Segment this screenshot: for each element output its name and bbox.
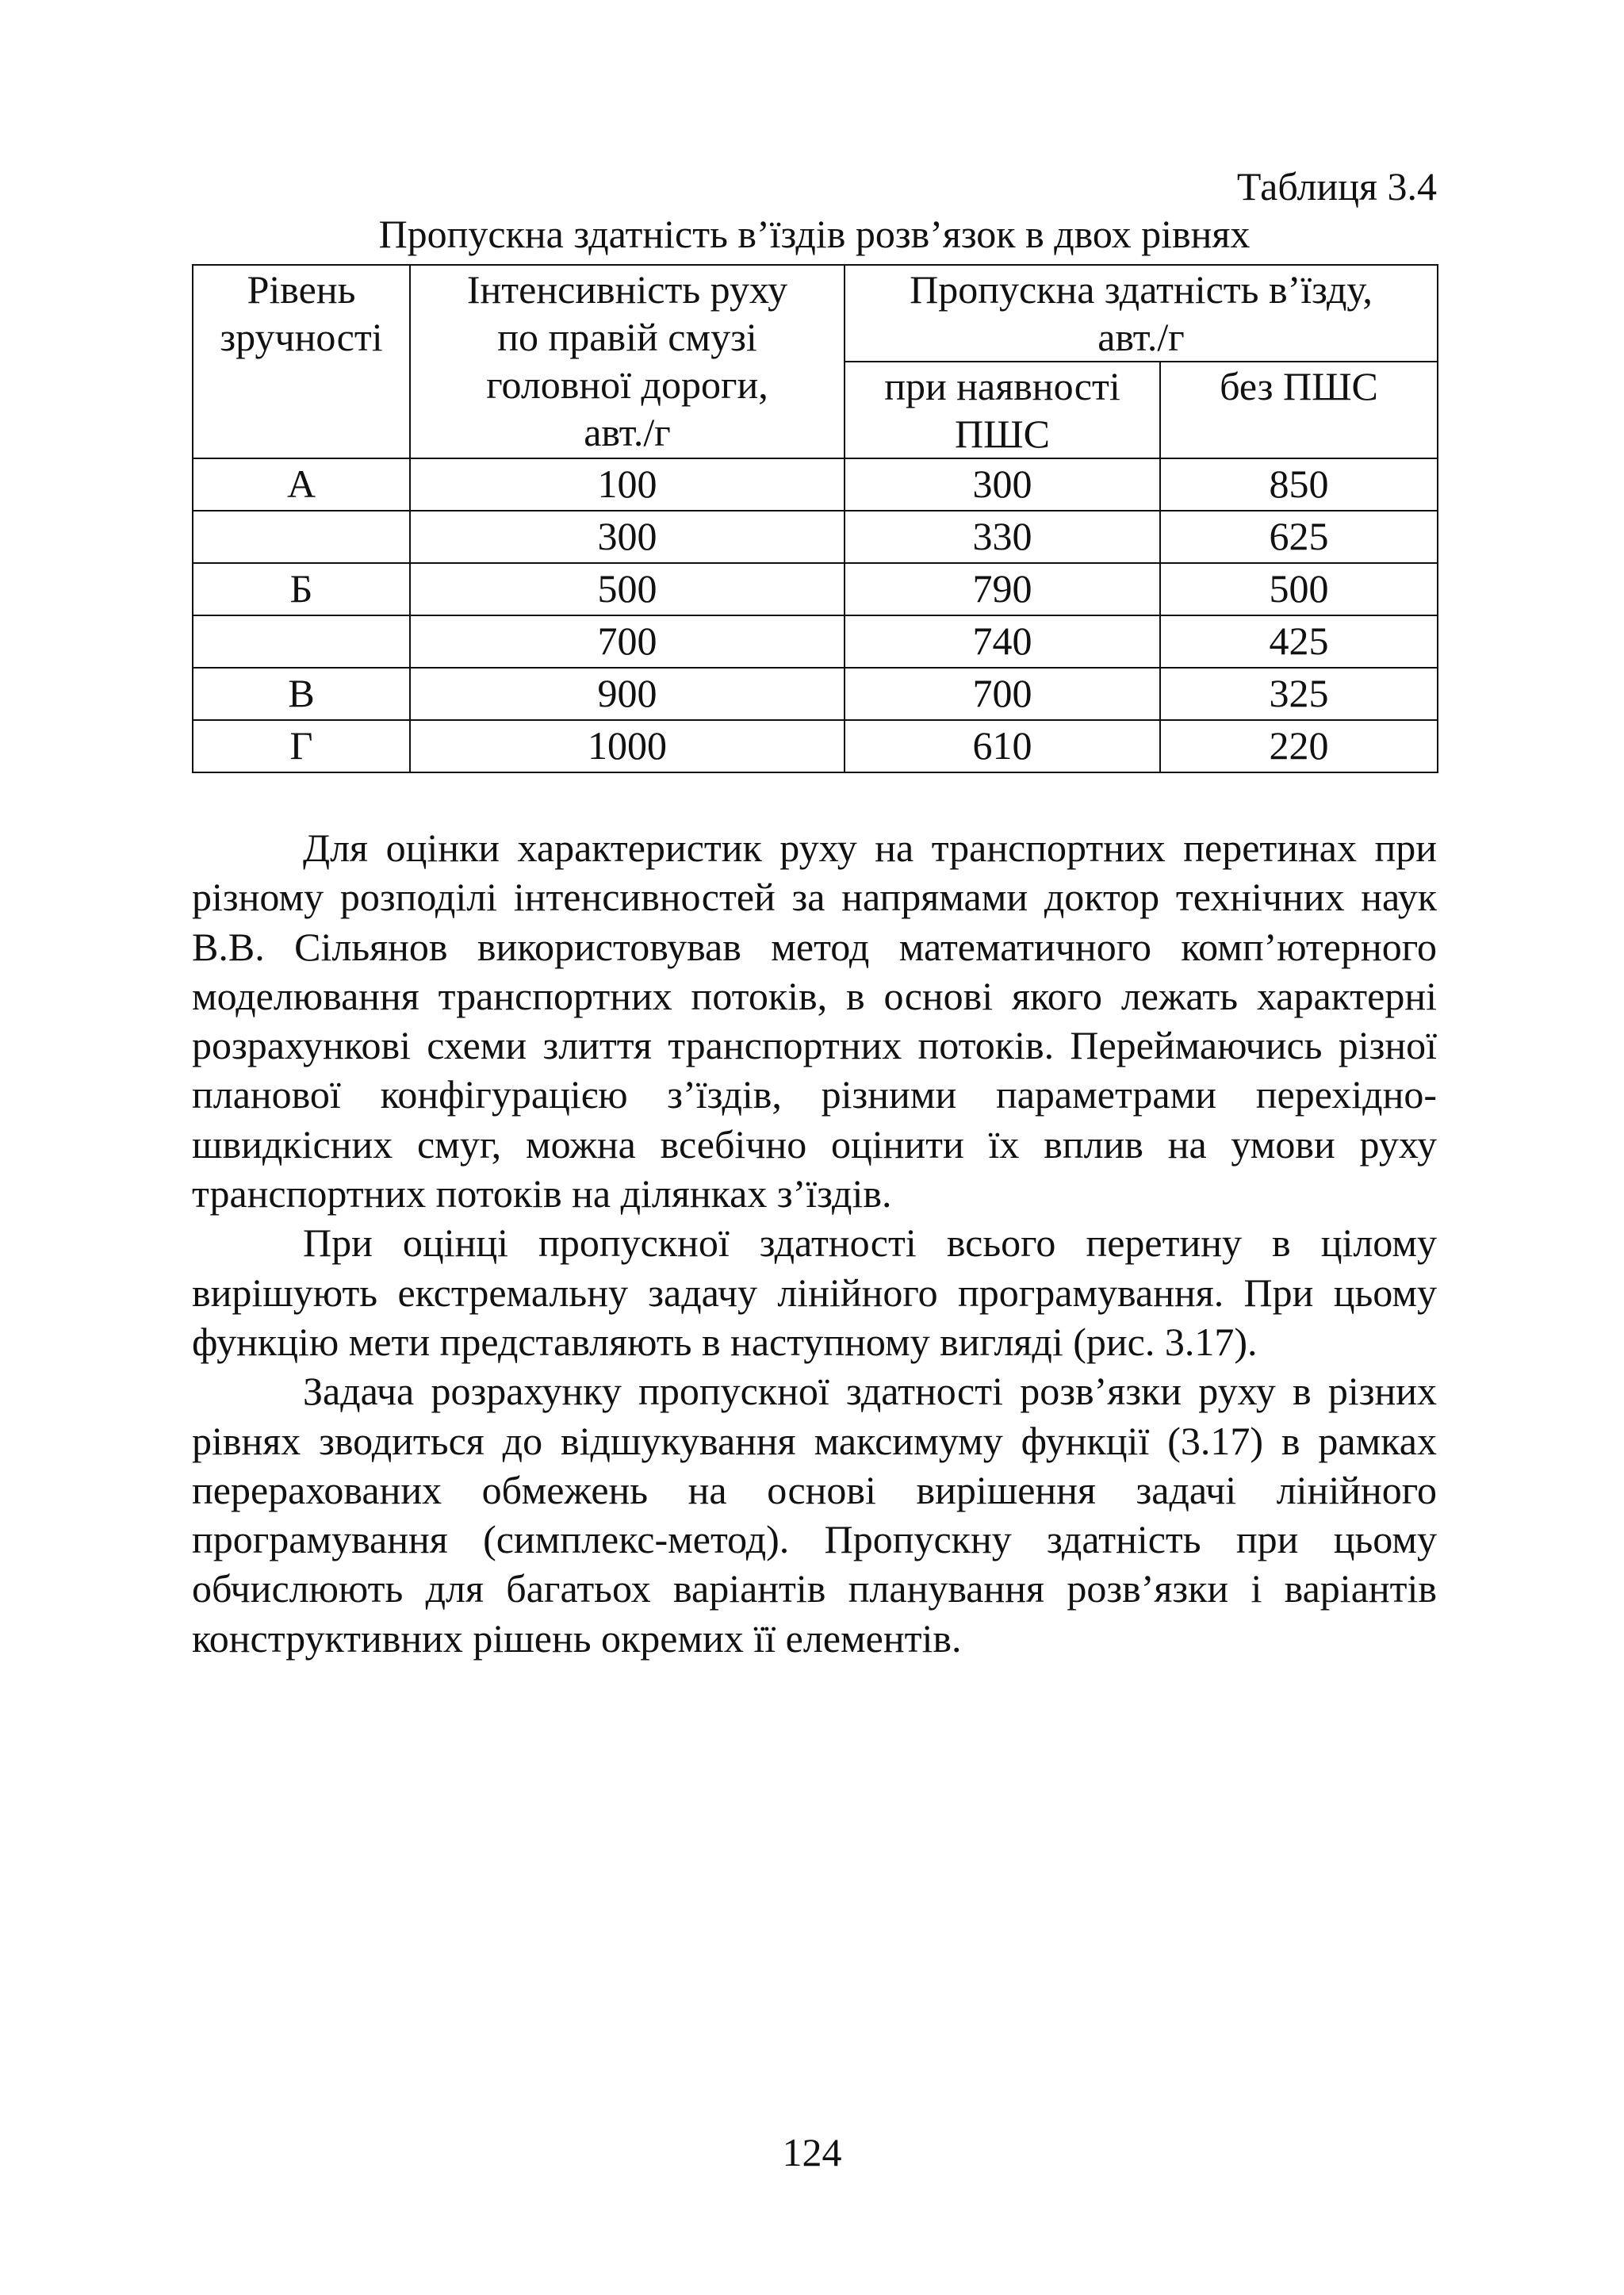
header-level-line: зручності bbox=[220, 315, 383, 359]
header-intensity-line: авт./г bbox=[584, 410, 671, 454]
table-row bbox=[193, 720, 1438, 772]
capacity-table bbox=[192, 264, 1438, 773]
cell-with-pshs: 790 bbox=[845, 563, 1160, 615]
cell-level: А bbox=[193, 458, 410, 511]
cell-without-pshs: 850 bbox=[1160, 458, 1438, 511]
cell-intensity: 100 bbox=[410, 458, 845, 511]
cell-level: В bbox=[193, 668, 410, 720]
cell-with-pshs: 610 bbox=[845, 720, 1160, 772]
cell-with-pshs: 740 bbox=[845, 615, 1160, 668]
header-intensity-line: Інтенсивність руху bbox=[466, 267, 788, 312]
cell-intensity: 500 bbox=[410, 563, 845, 615]
cell-without-pshs: 625 bbox=[1160, 511, 1438, 563]
cell-level bbox=[193, 615, 410, 668]
cell-level: Г bbox=[193, 720, 410, 772]
cell-intensity: 700 bbox=[410, 615, 845, 668]
cell-without-pshs: 425 bbox=[1160, 615, 1438, 668]
page-number: 124 bbox=[782, 2130, 842, 2174]
header-with-pshs bbox=[845, 362, 1160, 458]
header-capacity bbox=[845, 265, 1438, 362]
cell-intensity: 300 bbox=[410, 511, 845, 563]
header-intensity-line: головної дороги, bbox=[486, 362, 768, 407]
cell-without-pshs: 220 bbox=[1160, 720, 1438, 772]
cell-with-pshs: 700 bbox=[845, 668, 1160, 720]
table-row bbox=[193, 615, 1438, 668]
cell-level bbox=[193, 511, 410, 563]
paragraph: Для оцінки характеристик руху на транспортних перетинах при різному розподілі інтенсивностей за напрямами доктор технічних наук В.В. Сільянов використовував метод математичного комп’ютерного моделювання транспортних потоків, в основі якого лежать характерні розрахункові схеми злиття транспортних потоків. Переймаючись різної планової конфігурацією з’їздів, різними параметрами перехідно-швидкісних смуг, можна всебічно оцінити їх вплив на умови руху транспортних потоків на ділянках з’їздів. bbox=[192, 826, 1437, 1216]
cell-without-pshs: 500 bbox=[1160, 563, 1438, 615]
cell-level: Б bbox=[193, 563, 410, 615]
header-intensity bbox=[410, 265, 845, 458]
header-without-pshs bbox=[1160, 362, 1438, 458]
header-without-pshs-line: без ПШС bbox=[1220, 364, 1378, 408]
cell-with-pshs: 330 bbox=[845, 511, 1160, 563]
cell-with-pshs: 300 bbox=[845, 458, 1160, 511]
body-text bbox=[192, 823, 1437, 1663]
cell-intensity: 900 bbox=[410, 668, 845, 720]
table-row bbox=[193, 563, 1438, 615]
header-with-pshs-line: ПШС bbox=[955, 412, 1050, 456]
paragraph: При оцінці пропускної здатності всього перетину в цілому вирішують екстремальну задачу лінійного програмування. При цьому функцію мети представляють в наступному вигляді (рис. 3.17). bbox=[192, 1220, 1437, 1364]
header-level bbox=[193, 265, 410, 458]
header-with-pshs-line: при наявності bbox=[884, 364, 1120, 408]
table-row bbox=[193, 511, 1438, 563]
paragraph: Задача розрахунку пропускної здатності розв’язки руху в різних рівнях зводиться до відшукування максимуму функції (3.17) в рамках перерахованих обмежень на основі вирішення задачі лінійного програмування (симплекс-метод). Пропускну здатність при цьому обчислюють для багатьох варіантів планування розв’язки і варіантів конструктивних рішень окремих її елементів. bbox=[192, 1369, 1437, 1661]
cell-without-pshs: 325 bbox=[1160, 668, 1438, 720]
table-number: Таблиця 3.4 bbox=[1236, 164, 1437, 209]
table-row bbox=[193, 458, 1438, 511]
header-level-line: Рівень bbox=[247, 267, 356, 312]
header-capacity-line: авт./г bbox=[1097, 315, 1185, 359]
cell-intensity: 1000 bbox=[410, 720, 845, 772]
table-row bbox=[193, 668, 1438, 720]
header-intensity-line: по правій смузі bbox=[497, 315, 757, 359]
header-capacity-line: Пропускна здатність в’їзду, bbox=[910, 267, 1373, 312]
table-title: Пропускна здатність в’їздів розв’язок в двох рівнях bbox=[378, 212, 1251, 256]
